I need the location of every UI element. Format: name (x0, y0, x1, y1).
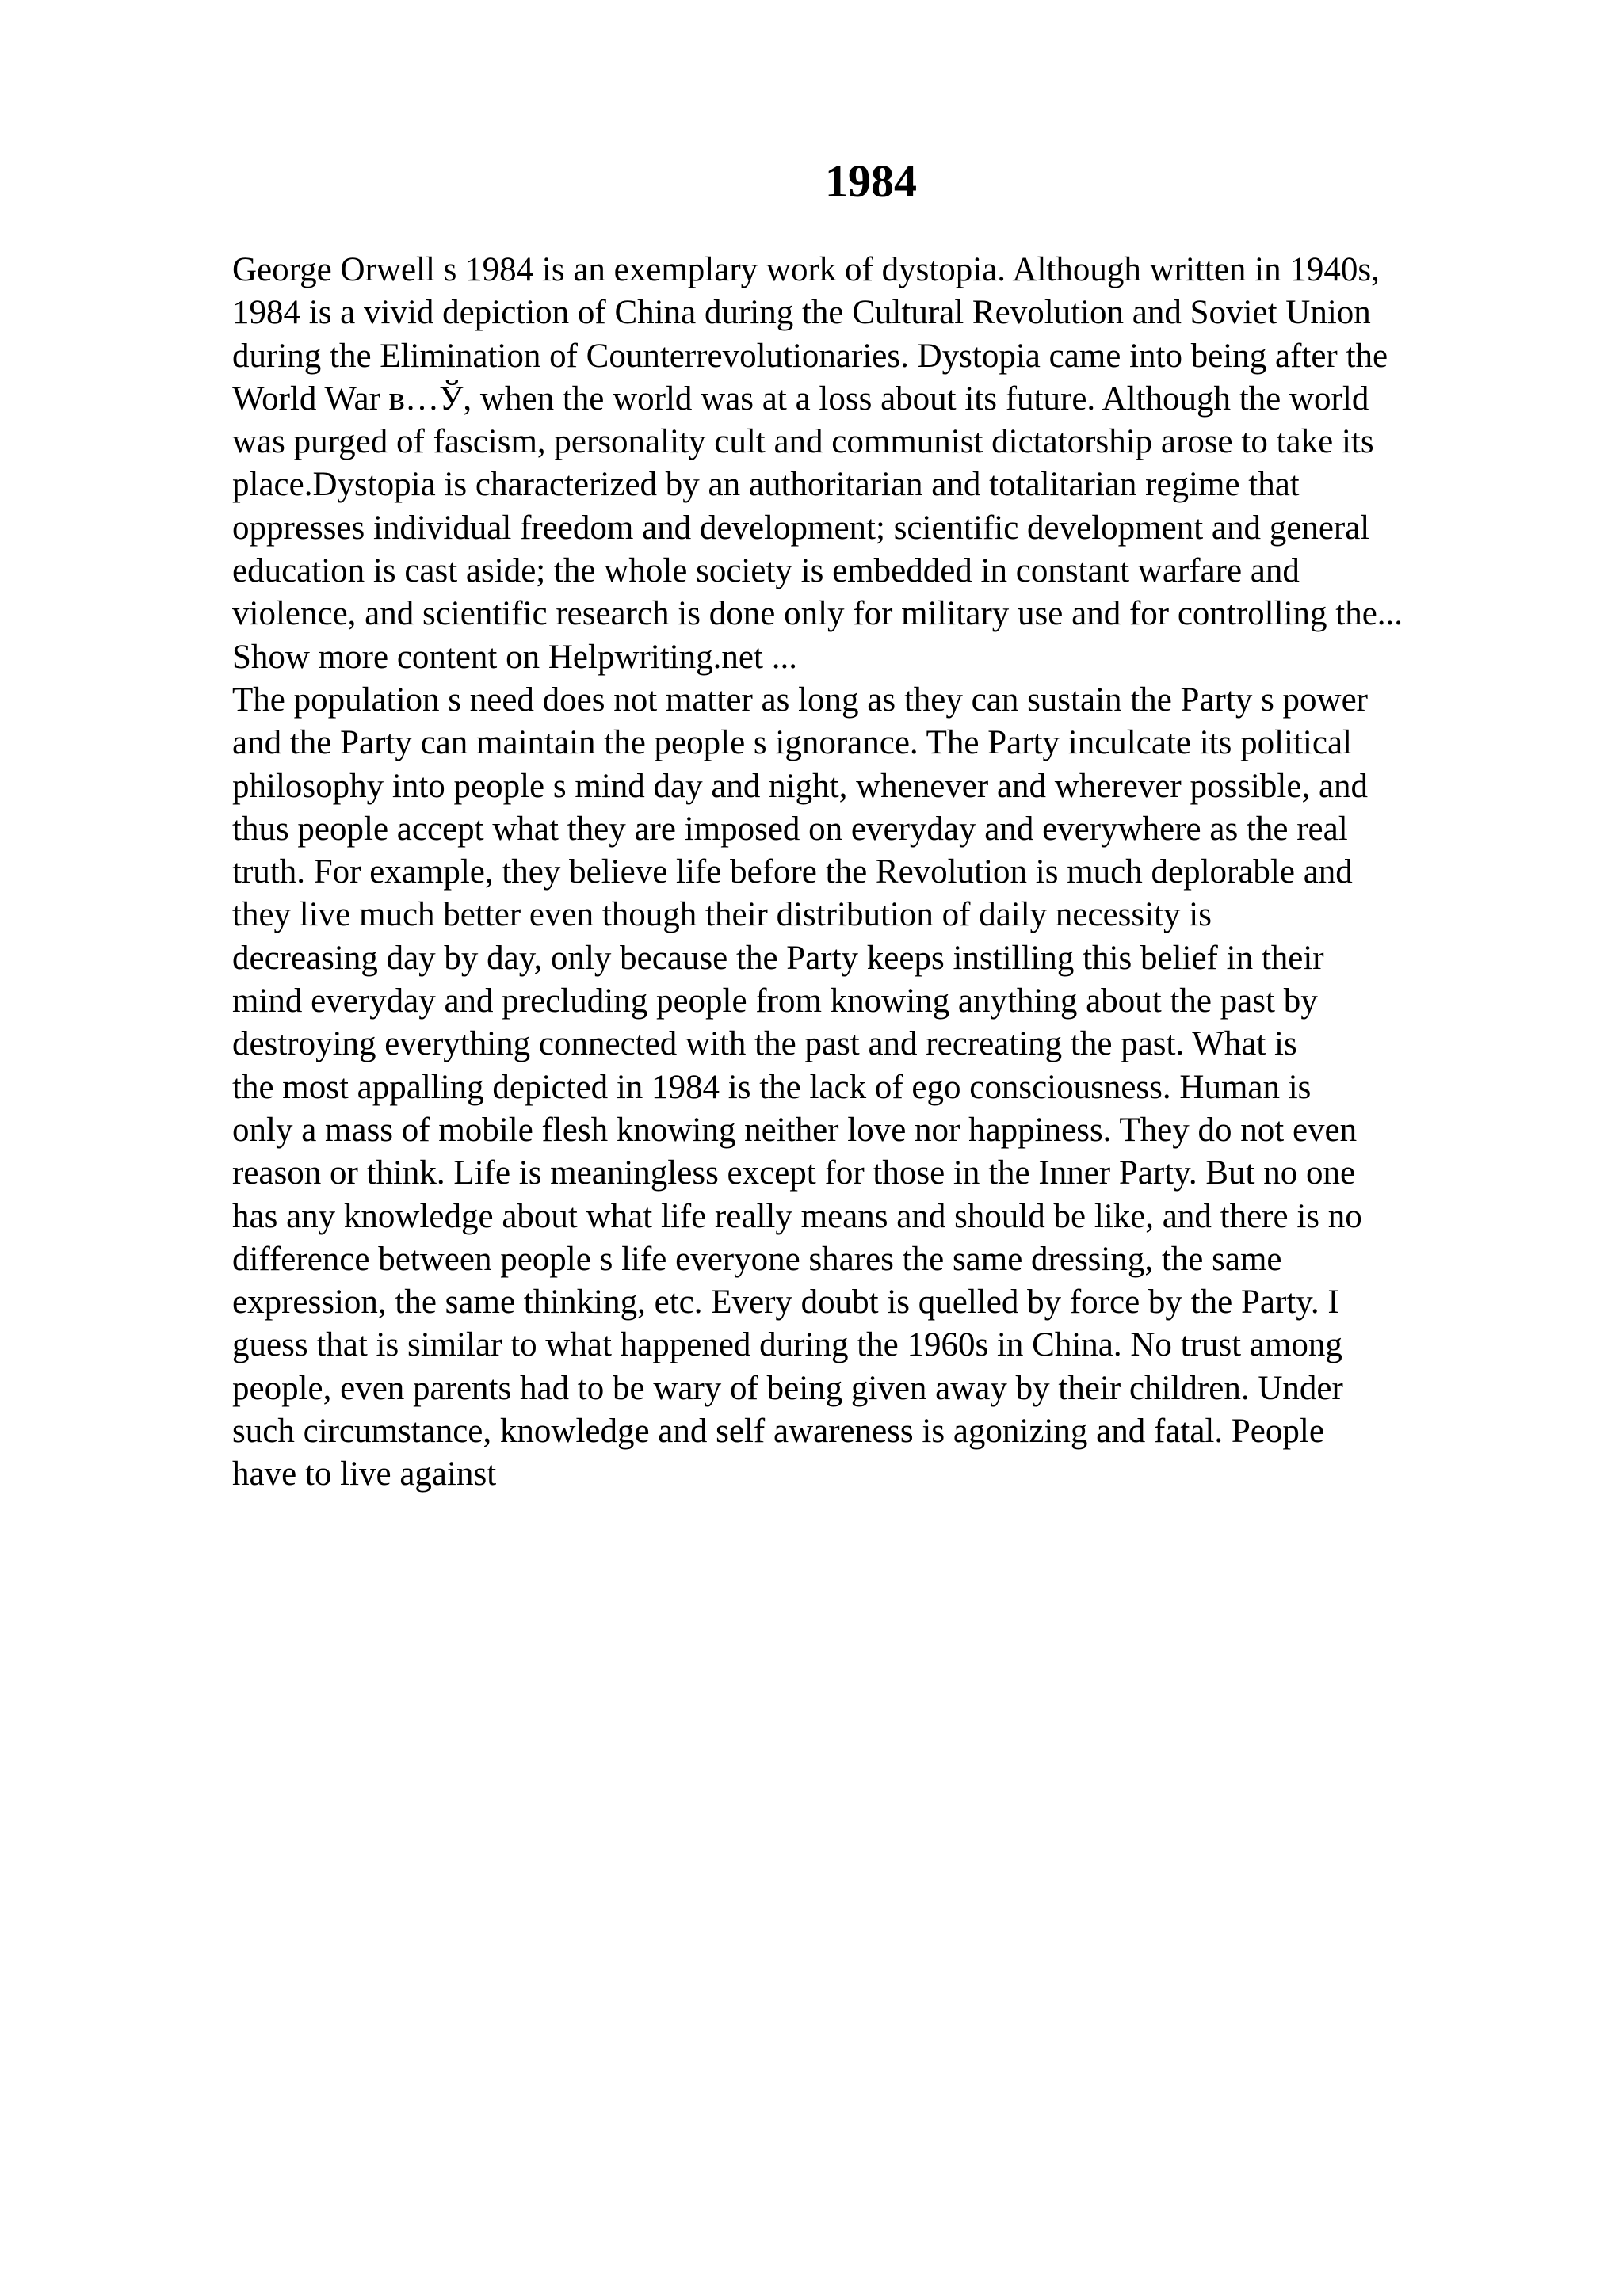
body-line: and the Party can maintain the people s ignorance. The Party inculcate its political (232, 724, 1352, 762)
body-line: oppresses individual freedom and development; scientific development and general (232, 509, 1370, 547)
body-line: difference between people s life everyone shares the same dressing, the same (232, 1240, 1282, 1278)
body-line: destroying everything connected with the past and recreating the past. What is (232, 1025, 1297, 1063)
body-line: was purged of fascism, personality cult and communist dictatorship arose to take its (232, 423, 1374, 461)
body-line: they live much better even though their distribution of daily necessity is (232, 896, 1212, 934)
body-line: George Orwell s 1984 is an exemplary work of dystopia. Although written in 1940s, (232, 251, 1380, 288)
body-line: philosophy into people s mind day and night, whenever and wherever possible, and (232, 767, 1369, 805)
body-line: expression, the same thinking, etc. Every doubt is quelled by force by the Party. I (232, 1283, 1339, 1322)
body-line: mind everyday and precluding people from knowing anything about the past by (232, 982, 1318, 1020)
body-line: such circumstance, knowledge and self awareness is agonizing and fatal. People (232, 1413, 1324, 1451)
body-line: education is cast aside; the whole society is embedded in constant warfare and (232, 552, 1300, 590)
body-line: truth. For example, they believe life before the Revolution is much deplorable and (232, 853, 1353, 891)
body-line: 1984 is a vivid depiction of China during the Cultural Revolution and Soviet Union (232, 294, 1371, 332)
body-line: guess that is similar to what happened during the 1960s in China. No trust among (232, 1326, 1342, 1364)
body-line: decreasing day by day, only because the Party keeps instilling this belief in their (232, 939, 1324, 977)
body-line: has any knowledge about what life really means and should be like, and there is no (232, 1197, 1362, 1235)
body-line: thus people accept what they are imposed on everyday and everywhere as the real (232, 810, 1348, 848)
body-line: World War в…Ў, when the world was at a loss about its future. Although the world (232, 379, 1369, 418)
body-line: have to live against (232, 1455, 497, 1493)
body-line: place.Dystopia is characterized by an authoritarian and totalitarian regime that (232, 466, 1300, 504)
body-line: only a mass of mobile flesh knowing neither love nor happiness. They do not even (232, 1111, 1358, 1149)
body-line: the most appalling depicted in 1984 is the lack of ego consciousness. Human is (232, 1068, 1312, 1106)
document-body (232, 249, 1516, 1497)
body-line: reason or think. Life is meaningless except for those in the Inner Party. But no one (232, 1154, 1356, 1192)
body-line: violence, and scientific research is done only for military use and for controlling the... (232, 595, 1403, 633)
body-line: people, even parents had to be wary of being given away by their children. Under (232, 1369, 1343, 1407)
document-title: 1984 (825, 155, 917, 207)
body-line: during the Elimination of Counterrevolutionaries. Dystopia came into being after the (232, 337, 1388, 375)
show-more-link[interactable]: Show more content on Helpwriting.net ... (232, 638, 797, 676)
body-line: The population s need does not matter as long as they can sustain the Party s power (232, 681, 1369, 719)
